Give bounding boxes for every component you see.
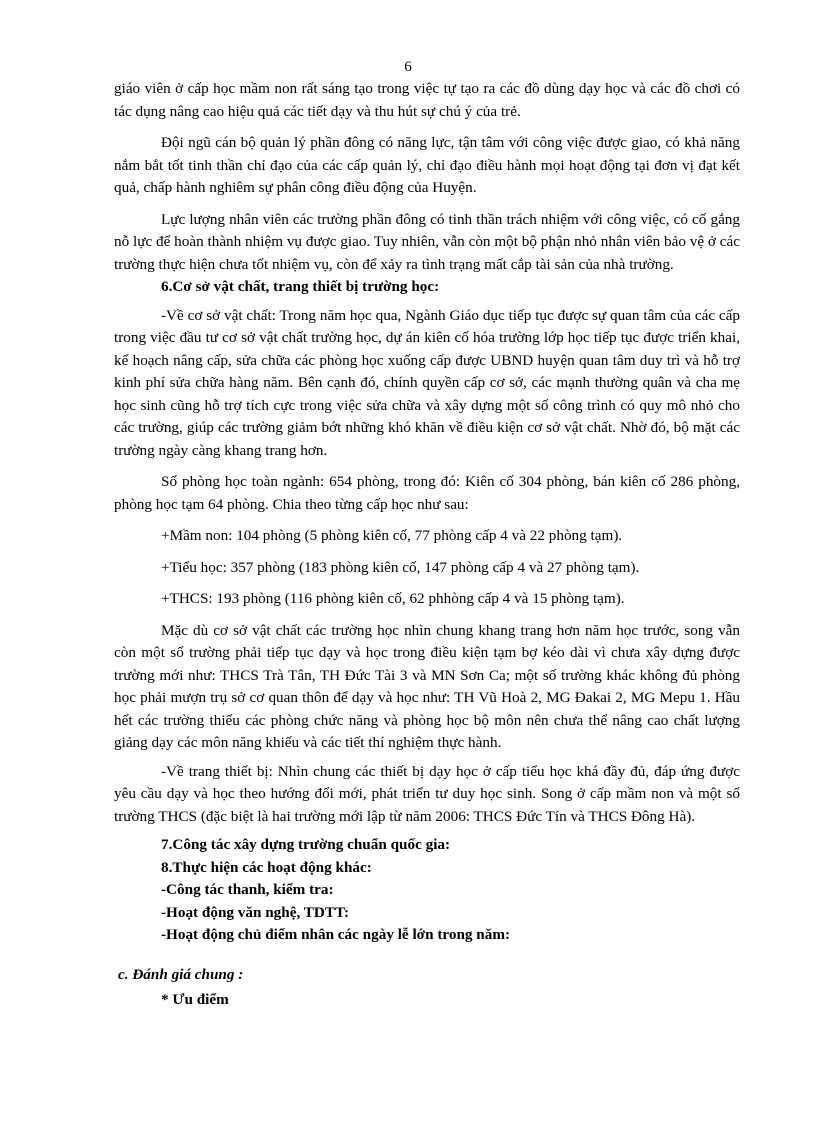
- paragraph-equipment: -Về trang thiết bị: Nhìn chung các thiết bị dạy học ở cấp tiểu học khá đầy đủ, đáp ứng được yêu cầu dạy và học theo hướng đổi mới, phát triển tư duy học sinh. Song ở cấp mầm non và một số trường THCS (đặc biệt là hai trường mới lập từ năm 2006: THCS Đức Tín và THCS Đông Hà).: [114, 762, 740, 825]
- subsection-inspection: -Công tác thanh, kiểm tra:: [161, 881, 334, 898]
- list-item-secondary: +THCS: 193 phòng (116 phòng kiên cố, 62 phhòng cấp 4 và 15 phòng tạm).: [161, 590, 625, 607]
- document-body: [114, 78, 740, 1012]
- section-heading-8: 8.Thực hiện các hoạt động khác:: [161, 858, 372, 876]
- strengths-heading: * Ưu điểm: [161, 991, 229, 1008]
- list-item-preschool: +Mầm non: 104 phòng (5 phòng kiên cố, 77 phòng cấp 4 và 22 phòng tạm).: [161, 527, 623, 544]
- paragraph-limitations: Mặc dù cơ sở vật chất các trường học nhìn chung khang trang hơn năm học trước, song vẫn còn một số trường phải tiếp tục dạy và học trong điều kiện tạm bợ kéo dài vì chưa xây dựng được trường mới như: THCS Trà Tân, TH Đức Tài 3 và MN Sơn Ca; một số trường khác không đủ phòng học phải mượn trụ sở cơ quan thôn để dạy và học như: TH Vũ Hoà 2, MG Đakai 2, MG Mepu 1. Hầu hết các trường thiếu các phòng chức năng và phòng học bộ môn nên chưa thể nâng cao chất lượng giảng dạy các môn năng khiếu và các tiết thí nghiệm thực hành.: [114, 621, 740, 751]
- paragraph-facilities: -Về cơ sở vật chất: Trong năm học qua, Ngành Giáo dục tiếp tục được sự quan tâm của các cấp trong việc đầu tư cơ sở vật chất trường học, dự án kiên cố hóa trường lớp học tiếp tục được triển khai, kế hoạch nâng cấp, sửa chữa các phòng học xuống cấp được UBND huyện quan tâm duy trì và hỗ trợ kinh phí sửa chữa hàng năm. Bên cạnh đó, chính quyền cấp cơ sở, các mạnh thường quân và cha mẹ học sinh cũng hỗ trợ tích cực trong việc sửa chữa và xây dựng một số công trình có quy mô nhỏ cho các trường, giúp các trường giảm bớt những khó khăn về điều kiện cơ sở vật chất. Nhờ đó, bộ mặt các trường ngày càng khang trang hơn.: [114, 306, 740, 459]
- paragraph-management: Đội ngũ cán bộ quản lý phần đông có năng lực, tận tâm với công việc được giao, có khả năng nắm bắt tốt tinh thần chỉ đạo của các cấp quản lý, chỉ đạo điều hành mọi hoạt động tại đơn vị đạt kết quả, chấp hành nghiêm sự phân công điều động của Huyện.: [114, 134, 740, 196]
- page-number: 6: [404, 58, 412, 75]
- subsection-holiday-activities: -Hoạt động chủ điểm nhân các ngày lễ lớn trong năm:: [161, 926, 511, 943]
- list-item-primary: +Tiểu học: 357 phòng (183 phòng kiên cố, 147 phòng cấp 4 và 27 phòng tạm).: [161, 558, 640, 576]
- section-heading-7: 7.Công tác xây dựng trường chuẩn quốc gia:: [161, 836, 451, 853]
- paragraph-staff: Lực lượng nhân viên các trường phần đông có tinh thần trách nhiệm với công việc, có cố gắng nỗ lực để hoàn thành nhiệm vụ được giao. Tuy nhiên, vẫn còn một bộ phận nhỏ nhân viên bảo vệ ở các trường thực hiện chưa tốt nhiệm vụ, còn để xảy ra tình trạng mất cắp tài sản của nhà trường.: [114, 210, 740, 273]
- paragraph-classroom-count: Số phòng học toàn ngành: 654 phòng, trong đó: Kiên cố 304 phòng, bán kiên cố 286 phòng, phòng học tạm 64 phòng. Chia theo từng cấp học như sau:: [114, 473, 740, 513]
- subsection-arts-sports: -Hoạt động văn nghệ, TDTT:: [161, 903, 350, 921]
- general-assessment-heading: c. Đánh giá chung :: [118, 965, 244, 983]
- paragraph-teachers: giáo viên ở cấp học mầm non rất sáng tạo trong việc tự tạo ra các đồ dùng dạy học và các đồ chơi có tác dụng nâng cao hiệu quả các tiết dạy và thu hút sự chú ý của trẻ.: [114, 80, 740, 120]
- section-heading-6: 6.Cơ sở vật chất, trang thiết bị trường học:: [161, 278, 440, 295]
